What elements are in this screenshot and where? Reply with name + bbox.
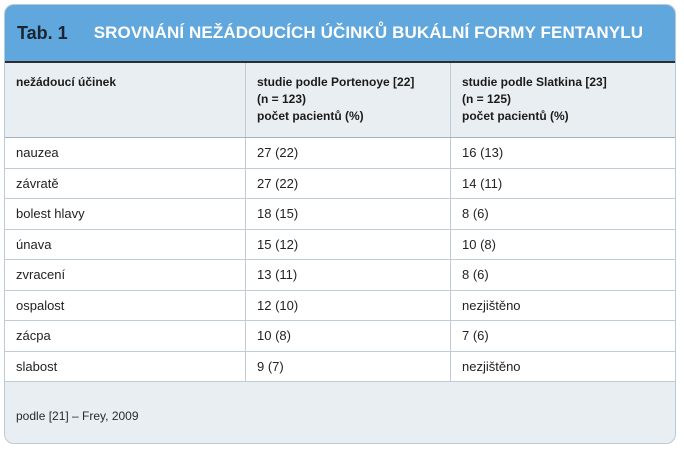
source-note: podle [21] – Frey, 2009: [5, 389, 675, 443]
slatkin-value-cell: 10 (8): [450, 230, 676, 260]
table-row: [5, 138, 675, 169]
table-header-row: [5, 63, 675, 138]
adverse-effect-cell: závratě: [16, 175, 59, 191]
slatkin-value-cell: 7 (6): [450, 321, 676, 351]
header-line: (n = 125): [462, 92, 512, 106]
table-number: Tab. 1: [17, 22, 68, 43]
adverse-effect-cell: zvracení: [16, 267, 66, 283]
adverse-effect-cell: nauzea: [16, 145, 59, 161]
table-title-bar: [5, 5, 675, 61]
portenoy-value-cell: 18 (15): [245, 199, 450, 229]
table-row: [5, 321, 675, 352]
header-line: studie podle Slatkina [23]: [462, 75, 607, 89]
header-slatkin-study: [450, 63, 676, 137]
slatkin-value-cell: 8 (6): [450, 199, 676, 229]
portenoy-value-cell: 15 (12): [245, 230, 450, 260]
portenoy-value-cell: 13 (11): [245, 260, 450, 290]
header-portenoy-study: [245, 63, 450, 137]
slatkin-value-cell: 14 (11): [450, 169, 676, 199]
adverse-effect-cell: únava: [16, 236, 52, 252]
adverse-effect-cell: zácpa: [16, 328, 51, 344]
table-title: SROVNÁNÍ NEŽÁDOUCÍCH ÚČINKŮ BUKÁLNÍ FORMY FENTANYLU: [93, 23, 644, 42]
table-row: [5, 291, 675, 322]
table-row: [5, 260, 675, 291]
header-line: počet pacientů (%): [257, 109, 364, 123]
portenoy-value-cell: 9 (7): [245, 352, 450, 382]
slatkin-value-cell: nezjištěno: [450, 291, 676, 321]
portenoy-value-cell: 27 (22): [245, 169, 450, 199]
table-row: [5, 352, 675, 383]
slatkin-value-cell: 8 (6): [450, 260, 676, 290]
adverse-effect-cell: slabost: [16, 358, 58, 374]
header-adverse-effect: [5, 63, 245, 137]
table-row: [5, 199, 675, 230]
header-line: nežádoucí účinek: [16, 75, 117, 89]
portenoy-value-cell: 10 (8): [245, 321, 450, 351]
slatkin-value-cell: 16 (13): [450, 138, 676, 168]
header-line: počet pacientů (%): [462, 109, 569, 123]
table-card: [4, 4, 676, 444]
adverse-effect-cell: ospalost: [16, 297, 65, 313]
adverse-effect-cell: bolest hlavy: [16, 206, 85, 222]
table-body: [5, 138, 675, 382]
portenoy-value-cell: 27 (22): [245, 138, 450, 168]
slatkin-value-cell: nezjištěno: [450, 352, 676, 382]
table-row: [5, 230, 675, 261]
header-line: studie podle Portenoye [22]: [257, 75, 415, 89]
header-line: (n = 123): [257, 92, 307, 106]
table-row: [5, 169, 675, 200]
table-footer-area: [5, 389, 675, 443]
portenoy-value-cell: 12 (10): [245, 291, 450, 321]
